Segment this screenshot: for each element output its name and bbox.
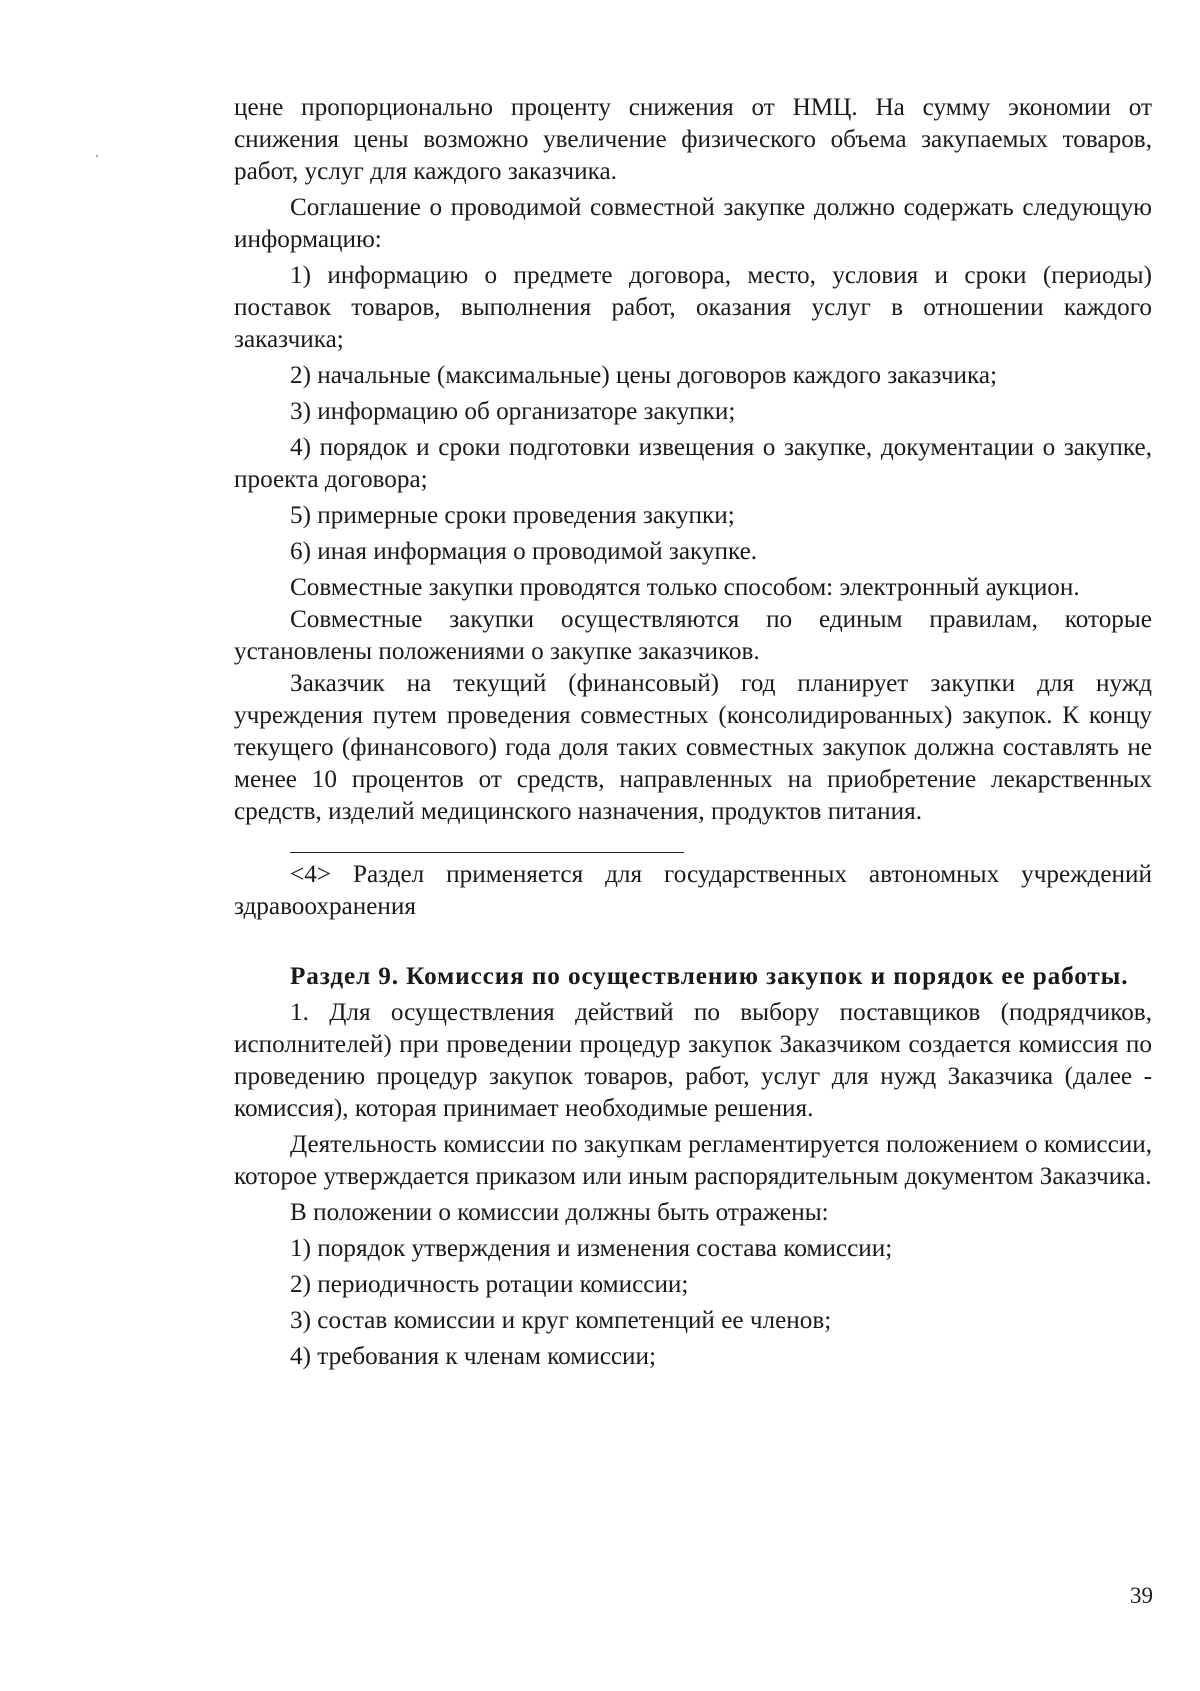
paragraph: Деятельность комиссии по закупкам регламентируется положением о комиссии, которое утверждается приказом или иным распорядительным документом Заказчика.	[234, 1131, 1152, 1190]
scan-speck	[96, 155, 98, 157]
document-body	[234, 92, 1152, 1377]
list-item: 1) информацию о предмете договора, место, условия и сроки (периоды) поставок товаров, выполнения работ, оказания услуг в отношении каждого заказчика;	[234, 262, 1152, 353]
list-item: 1) порядок утверждения и изменения состава комиссии;	[290, 1235, 893, 1262]
paragraph: В положении о комиссии должны быть отражены:	[290, 1199, 829, 1226]
paragraph: 1. Для осуществления действий по выбору поставщиков (подрядчиков, исполнителей) при проведении процедур закупок Заказчиком создается комиссия по проведению процедур закупок товаров, работ, услуг для нужд Заказчика (далее - комиссия), которая принимает необходимые решения.	[234, 999, 1152, 1122]
list-item: 3) состав комиссии и круг компетенций ее членов;	[290, 1307, 832, 1334]
page-number: 39	[1130, 1583, 1153, 1608]
footnote: <4> Раздел применяется для государственных автономных учреждений здравоохранения	[234, 861, 1152, 920]
list-item: 5) примерные сроки проведения закупки;	[290, 502, 735, 529]
list-item: 6) иная информация о проводимой закупке.	[290, 538, 758, 565]
paragraph: Соглашение о проводимой совместной закупке должно содержать следующую информацию:	[234, 194, 1152, 253]
paragraph: Заказчик на текущий (финансовый) год планирует закупки для нужд учреждения путем проведения совместных (консолидированных) закупок. К концу текущего (финансового) года доля таких совместных закупок должна составлять не менее 10 процентов от средств, направленных на приобретение лекарственных средств, изделий медицинского назначения, продуктов питания.	[234, 670, 1152, 825]
paragraph: Совместные закупки проводятся только способом: электронный аукцион.	[290, 574, 1080, 601]
list-item: 3) информацию об организаторе закупки;	[290, 398, 736, 425]
list-item: 4) порядок и сроки подготовки извещения о закупке, документации о закупке, проекта договора;	[234, 434, 1152, 493]
list-item: 4) требования к членам комиссии;	[290, 1343, 657, 1370]
list-item: 2) начальные (максимальные) цены договоров каждого заказчика;	[290, 362, 998, 389]
section-heading: Раздел 9. Комиссия по осуществлению закупок и порядок ее работы.	[290, 963, 1129, 990]
paragraph: Совместные закупки осуществляются по единым правилам, которые установлены положениями о закупке заказчиков.	[234, 606, 1152, 665]
paragraph: цене пропорционально проценту снижения от НМЦ. На сумму экономии от снижения цены возможно увеличение физического объема закупаемых товаров, работ, услуг для каждого заказчика.	[234, 94, 1152, 185]
footnote-separator	[290, 852, 684, 853]
list-item: 2) периодичность ротации комиссии;	[290, 1271, 689, 1298]
